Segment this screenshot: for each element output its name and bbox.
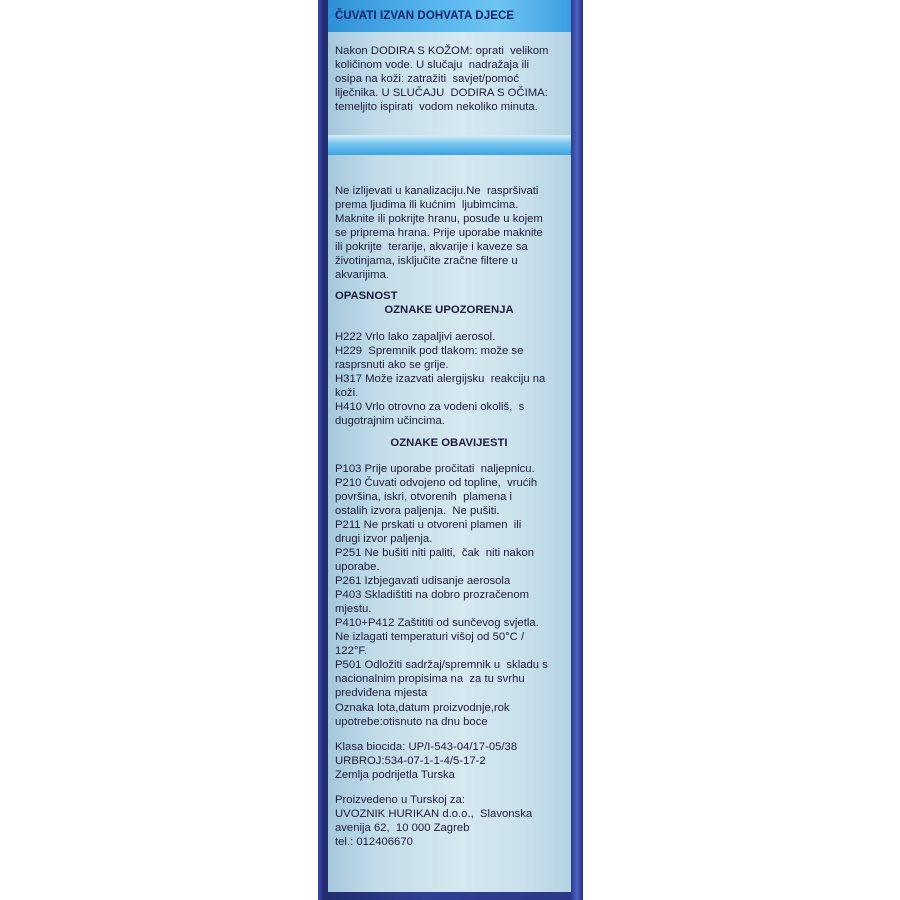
producer-info: Proizvedeno u Turskoj za: UVOZNIK HURIKAN d.o.o., Slavonska avenija 62, 10 000 Zagreb tel.: 012406670 xyxy=(335,794,533,848)
warning-statements-heading: OZNAKE UPOZORENJA xyxy=(384,304,514,316)
usage-instructions: Ne izlijevati u kanalizaciju.Ne raspršivati prema ljudima ili kućnim ljubimcima. Maknite ili pokrijte hranu, posuđe u kojem se priprema hrana. Prije uporabe maknite ili pokrijte terarije, akvarije i kaveze sa životinjama, isključite zračne filtere u akvarijima. xyxy=(335,185,543,281)
precautionary-statements: P103 Prije uporabe pročitati naljepnicu. P210 Čuvati odvojeno od topline, vrućih površina, iskri, otvorenih plamena i ostalih izvora paljenja. Ne pušiti. P211 Ne prskati u otvoreni plamen ili drugi izvor paljenja. P251 Ne bušiti niti paliti, čak niti nakon uporabe. P261 Izbjegavati udisanje aerosola P403 Skladištiti na dobro prozračenom mjestu. P410+P412 Zaštititi od sunčevog svjetla. Ne izlagati temperaturi višoj od 50°C / 122°F. P501 Odložiti sadržaj/spremnik u skladu s nacionalnim propisima na za tu svrhu predviđena mjesta xyxy=(335,463,548,699)
label-middle-band xyxy=(328,135,571,155)
hazard-statements: H222 Vrlo lako zapaljivi aerosol. H229 Spremnik pod tlakom: može se rasprsnuti ako se grije. H317 Može izazvati alergijsku reakciju na koži. H410 Vrlo otrovno za vodeni okoliš, s dugotrajnim učincima. xyxy=(335,331,546,427)
bottle-edge-left xyxy=(318,0,324,900)
product-label xyxy=(328,0,571,892)
keep-away-children-heading: ČUVATI IZVAN DOHVATA DJECE xyxy=(335,10,515,22)
danger-word: OPASNOST xyxy=(335,290,398,302)
skin-contact-instructions: Nakon DODIRA S KOŽOM: oprati velikom količinom vode. U slučaju nadražaja ili osipa na koži: zatražiti savjet/pomoć liječnika. U SLUČAJU DODIRA S OČIMA: temeljito ispirati vodom nekoliko minuta. xyxy=(335,45,549,113)
biocide-registration: Klasa biocida: UP/I-543-04/17-05/38 URBROJ:534-07-1-1-4/5-17-2 Zemlja podrijetla Turska xyxy=(335,741,518,781)
precaution-statements-heading: OZNAKE OBAVIJESTI xyxy=(390,437,508,449)
label-top-band xyxy=(328,0,571,32)
bottle-edge-right xyxy=(571,0,583,900)
lot-info: Oznaka lota,datum proizvodnje,rok upotrebe:otisnuto na dnu boce xyxy=(335,702,510,728)
